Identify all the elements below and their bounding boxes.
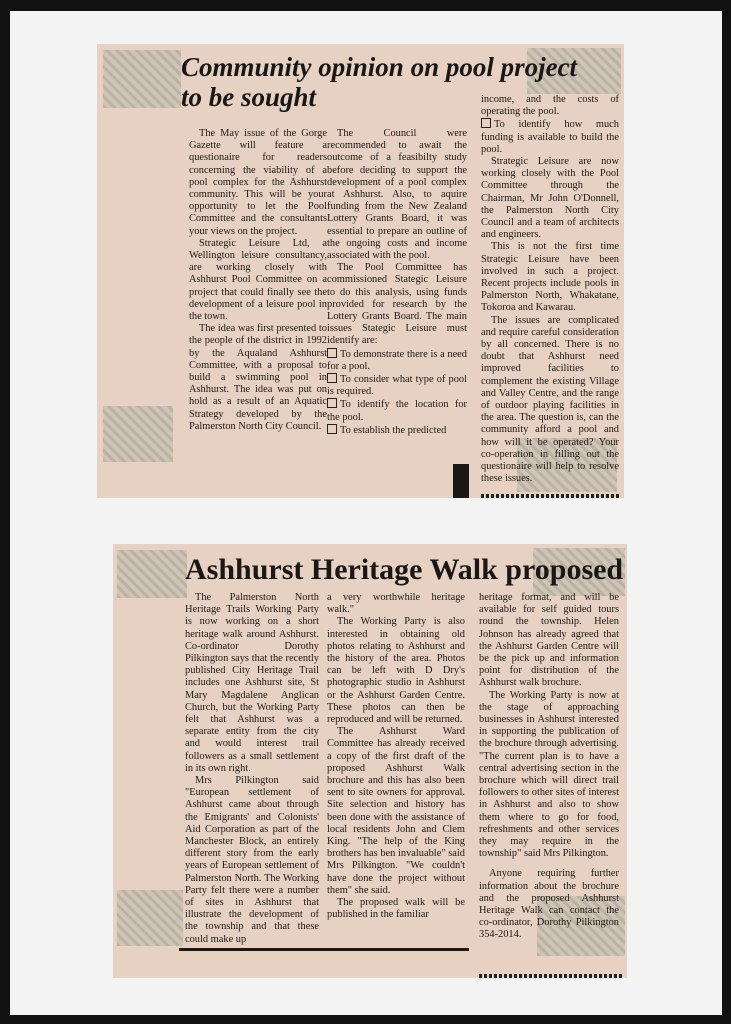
column-edge-mark: [453, 464, 469, 498]
checkbox-icon: [481, 118, 491, 128]
paragraph: The proposed walk will be published in the familiar: [327, 897, 465, 921]
checkbox-icon: [327, 348, 337, 358]
bullet-item: To establish the predicted: [327, 424, 467, 437]
checkbox-icon: [327, 424, 337, 434]
bullet-item: To consider what type of pool is required.: [327, 374, 467, 398]
bullet-item: To identify the location for the pool.: [327, 399, 467, 423]
headline-line: Community opinion on pool project: [181, 52, 578, 82]
paragraph: heritage format, and will be available for self guided tours round the township. Helen Johnson has already agreed that the Ashhurst Garden Centre will be the pick up and information point for distribution of the Ashhurst walk brochure.: [479, 592, 619, 689]
paragraph: Strategic Leisure are now working closely with the Pool Committee through the Chairman, Mr John O'Donnell, the Palmerston North City Council and a team of architects and engineers.: [481, 156, 619, 241]
paragraph: income, and the costs of operating the pool.: [481, 94, 619, 118]
tape-corner: [103, 50, 181, 108]
paragraph: The Council were recommended to await the outcome of a feasibilty study before deciding to support the development of a pool complex at Ashhurst. Also, to aquire funding from the New Zealand Lottery Grants Board, it was essential to prepare an outline of the ongoing costs and income associated with the pool.: [327, 128, 467, 262]
tape-corner: [103, 406, 173, 462]
paragraph: The idea was first presented to the people of the district in 1992 by the Aqualand Ashhurst Committee, with a proposal to build a swimming pool in Ashhurst. The idea was put on hold as a result of an Aquatic Strategy developed by the Palmerston North City Council.: [189, 323, 327, 432]
pool-column-2: [327, 128, 467, 437]
bottom-rule: [179, 948, 469, 951]
tape-corner: [117, 550, 187, 598]
heritage-column-2: [327, 592, 465, 921]
paragraph: Strategic Leisure Ltd, a Wellington leisure consultancy, are working closely with Ashhurst Pool Committee on a project that could finally see the development of a leisure pool in the town.: [189, 237, 327, 323]
tape-corner: [117, 890, 183, 946]
paragraph: The Working Party is also interested in obtaining old photos relating to Ashhurst and the history of the area. Photos can be left with D Dry's photographic studio in Ashhurst or the Ashhurst Garden Centre. These photos can then be reproduced and will be returned.: [327, 616, 465, 726]
bottom-rule: [479, 974, 623, 978]
paragraph: This is not the first time Strategic Leisure have been involved in such a project. Recent projects include pools in Palmerston North, Whakatane, Tokoroa and Kawarau.: [481, 241, 619, 314]
paragraph: The Pool Committee has commissioned Stategic Leisure to do this analysis, using funds provided for research by the Lottery Grants Board. The main issues Stategic Leisure must identify are:: [327, 262, 467, 347]
heritage-column-3: [479, 592, 619, 942]
paragraph: The May issue of the Gorge Gazette will feature a questionaire for readers concerning the viability of a pool complex for the Ashhurst community. This will be your opportunity to let the Pool Committee and the consultants your views on the project.: [189, 128, 327, 237]
paragraph: The Ashhurst Ward Committee has already received a copy of the first draft of the proposed Ashhurst Walk brochure and this has also been sent to site owners for approval. Site selection and history has been done with the assistance of local residents John and Clem King. "The help of the King brothers has ben invaluable" said Mrs Pilkington. "We couldn't have done the project without them" she said.: [327, 726, 465, 896]
paragraph: The Palmerston North Heritage Trails Working Party is now working on a short heritage walk around Ashhurst. Co-ordinator Dorothy Pilkington says that the recently published City Heritage Trail includes one Ashhurst site, St Mary Magdalene Anglican Church, but the Working Party felt that Ashhurst was a separate entity from the city and would interest trail followers as a small settlement in its own right.: [185, 592, 319, 774]
bottom-rule: [481, 494, 621, 498]
paragraph: a very worthwhile heritage walk.": [327, 592, 465, 616]
checkbox-icon: [327, 398, 337, 408]
heritage-headline: Ashhurst Heritage Walk proposed: [185, 553, 624, 586]
paragraph: Anyone requiring further information about the brochure and the proposed Ashhurst Heritage Walk can contact the co-ordinator, Dorothy Pilkington 354-2014.: [479, 868, 619, 941]
paragraph: The Working Party is now at the stage of approaching businesses in Ashhurst interested in supporting the publication of the brochure through advertising. "The current plan is to have a central advertising section in the brochure which will direct trail followers to other sites of interest in Ashhurst and also to show them where to go for food, refreshments and other services they may require in the township" said Mrs Pilkington.: [479, 689, 619, 860]
headline-line: to be sought: [181, 82, 317, 112]
pool-column-3: [481, 94, 619, 486]
bullet-item: To demonstrate there is a need for a pool.: [327, 348, 467, 372]
heritage-column-1: [185, 592, 319, 946]
bullet-item: To identify how much funding is available to build the pool.: [481, 119, 619, 155]
pool-article-clipping: [97, 44, 624, 498]
paragraph: The issues are complicated and require careful consideration by all concerned. There is no doubt that Ashhurst need improved facilities to complement the existing Village and Valley Centre, and the range of outdoor playing facilities in the area. The question is, can the community afford a pool and how will it be operated? Your co-operation in filling out the questionaire will help to resolve these issues.: [481, 314, 619, 485]
pool-column-1: [189, 128, 327, 433]
heritage-article-clipping: [113, 544, 627, 978]
checkbox-icon: [327, 373, 337, 383]
paragraph: Mrs Pilkington said "European settlement of Ashhurst came about through the Emigrants' and Colonists' Aid Corporation as part of the Manchester Block, an entirely different story from the early years of European settlement of Palmerston North. The Working Party felt there were a number of sites in Ashhurst that illustrate the development of the township and that these could make up: [185, 775, 319, 945]
